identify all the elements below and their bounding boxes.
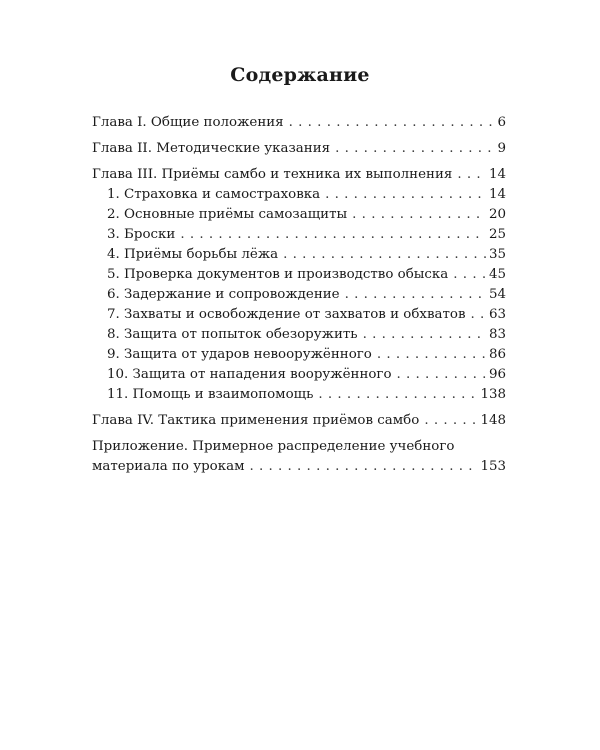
dot-leader [377, 345, 486, 365]
dot-leader [363, 325, 486, 345]
toc-entry-chapter-4 [92, 411, 506, 431]
toc-entry-page: 9 [497, 141, 506, 156]
toc-entry-text: 9. Защита от ударов невооружённого [107, 347, 372, 362]
toc-entry-section-6 [92, 285, 506, 305]
toc-entry-text: 5. Проверка документов и производство обыска [107, 267, 449, 282]
toc-entry-page: 54 [488, 287, 506, 302]
toc-entry-page: 63 [488, 307, 506, 322]
toc-entry-text: Глава I. Общие положения [92, 115, 284, 130]
dot-leader [352, 205, 486, 225]
dot-leader [289, 113, 495, 133]
toc-entry-page: 83 [488, 327, 506, 342]
toc-entry-text: 8. Защита от попыток обезоружить [107, 327, 358, 342]
toc-entry-text: 1. Страховка и самостраховка [107, 187, 321, 202]
toc-entry-page: 25 [488, 227, 506, 242]
toc-entry-page: 35 [488, 247, 506, 262]
toc-entry-section-9 [92, 345, 506, 365]
dot-leader [345, 285, 486, 305]
dot-leader [424, 411, 477, 431]
dot-leader [453, 265, 486, 285]
dot-leader [457, 165, 486, 185]
toc-entry-section-2 [92, 205, 506, 225]
toc-entry-section-8 [92, 325, 506, 345]
toc-entry-chapter-2 [92, 139, 506, 159]
toc-entry-text: Глава II. Методические указания [92, 141, 331, 156]
toc-entry-text: 10. Защита от нападения вооружённого [107, 367, 392, 382]
page-title: Содержание [230, 64, 370, 86]
toc-entry-page: 6 [497, 115, 506, 130]
toc-entry-text: 4. Приёмы борьбы лёжа [107, 247, 279, 262]
dot-leader [325, 185, 486, 205]
toc-entry-page: 153 [480, 459, 506, 474]
toc-entry-text: 7. Захваты и освобождение от захватов и обхватов [107, 307, 466, 322]
toc-entry-text: Глава IV. Тактика применения приёмов самбо [92, 413, 420, 428]
dot-leader [283, 245, 486, 265]
toc-entry-section-7 [92, 305, 506, 325]
toc-entry-section-10 [92, 365, 506, 385]
toc-entry-section-5 [92, 265, 506, 285]
dot-leader [180, 225, 486, 245]
toc-entry-page: 20 [488, 207, 506, 222]
dot-leader [318, 385, 477, 405]
toc-entry-page: 45 [488, 267, 506, 282]
dot-leader [470, 305, 485, 325]
toc-entry-section-1 [92, 185, 506, 205]
toc-entry-text: материала по урокам [92, 459, 245, 474]
toc-entry-page: 138 [480, 387, 506, 402]
toc-entry-page: 148 [480, 413, 506, 428]
toc-entry-text: 3. Броски [107, 227, 176, 242]
table-of-contents [92, 113, 506, 477]
toc-entry-chapter-3 [92, 165, 506, 185]
toc-entry-text: 2. Основные приёмы самозащиты [107, 207, 348, 222]
toc-entry-appendix-line-1 [92, 437, 506, 457]
toc-entry-appendix-line-2 [92, 457, 506, 477]
dot-leader [335, 139, 494, 159]
toc-entry-section-11 [92, 385, 506, 405]
dot-leader [397, 365, 486, 385]
toc-entry-text: Глава III. Приёмы самбо и техника их выполнения [92, 167, 453, 182]
toc-entry-section-4 [92, 245, 506, 265]
toc-entry-page: 14 [488, 187, 506, 202]
toc-entry-text: Приложение. Примерное распределение учебного [92, 439, 455, 454]
toc-entry-text: 6. Задержание и сопровождение [107, 287, 340, 302]
toc-entry-text: 11. Помощь и взаимопомощь [107, 387, 314, 402]
toc-entry-page: 14 [488, 167, 506, 182]
toc-entry-section-3 [92, 225, 506, 245]
toc-entry-page: 96 [488, 367, 506, 382]
toc-entry-page: 86 [488, 347, 506, 362]
dot-leader [249, 457, 477, 477]
toc-entry-chapter-1 [92, 113, 506, 133]
